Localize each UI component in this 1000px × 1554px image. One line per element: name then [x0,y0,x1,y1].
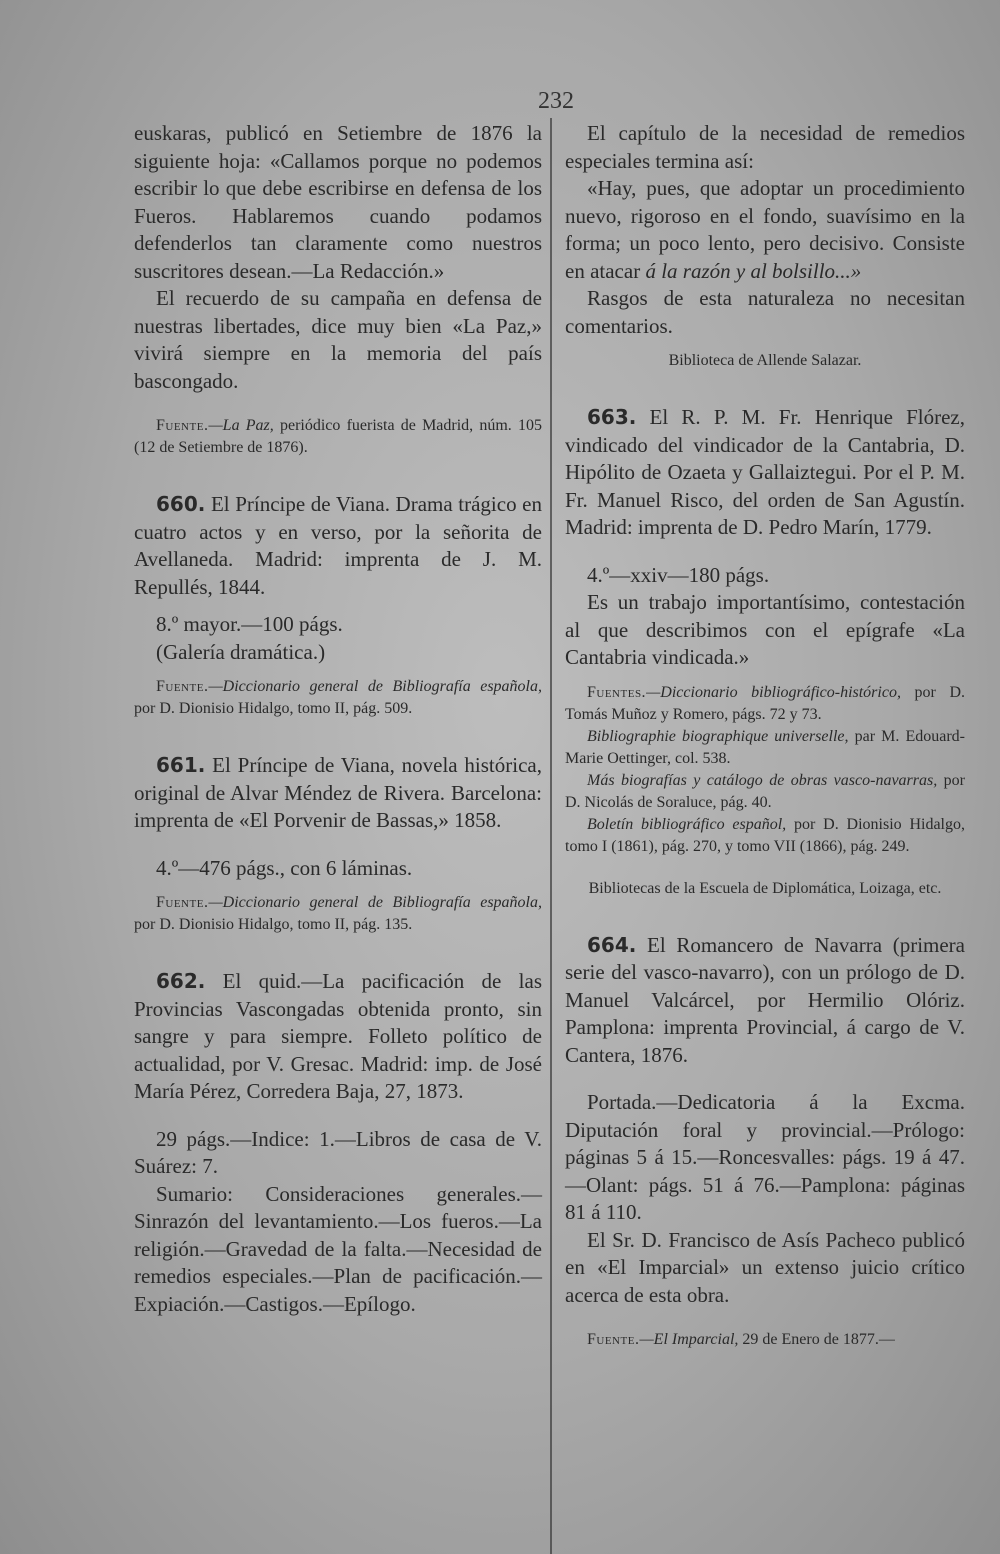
source-note-663-d [565,814,965,858]
source-title: —Diccionario general de Bibliografía española, [208,894,542,911]
source-detail: por D. Dionisio Hidalgo, tomo I (1861), pág. 270, y tomo VII (1866), pág. 249. [565,815,966,855]
source-label: Fuente. [156,894,209,911]
entry-661 [134,752,542,835]
entry-662 [134,968,542,1106]
source-title: —La Paz, [208,417,274,434]
entry-title: El R. P. M. Fr. Henrique Flórez, vindicado del vindicador de la Cantabria, D. Hipólito de Ozaeta y Gallaiztegui. Por el P. M. Fr. Manuel Risco, del orden de San Agustín. Madrid: imprenta de D. Pedro Marín, 1779. [565,405,965,539]
entry-663 [565,404,965,542]
source-detail: 29 de Enero de 1877.— [738,1331,895,1348]
source-title: —Diccionario general de Bibliografía española, [208,678,542,695]
source-detail: por D. Dionisio Hidalgo, tomo II, pág. 135. [134,916,413,933]
left-paragraph-2: El recuerdo de su campaña en defensa de nuestras libertades, dice muy bien «La Paz,» vivirá siempre en la memoria del país bascongado. [134,286,542,393]
entry-number: 660. [156,492,206,516]
source-detail: por D. Nicolás de Soraluce, pág. 40. [565,771,966,811]
source-note-664 [565,1329,965,1351]
entry-662-pages: 29 págs.—Indice: 1.—Libros de casa de V. Suárez: 7. [134,1126,542,1178]
source-note-661 [134,892,542,936]
entry-660-series: (Galería dramática.) [156,639,326,664]
left-column [134,120,542,1318]
source-detail: periódico fuerista de Madrid, núm. 105 (12 de Setiembre de 1876). [134,417,543,456]
entry-660 [134,491,542,601]
column-divider [550,118,552,1554]
source-title: Boletín bibliográfico español, [587,815,787,833]
source-title: Bibliographie biographique universelle, [587,727,849,745]
source-note-663-c [565,770,965,814]
source-title: Más biografías y catálogo de obras vasco-navarras, [587,771,938,789]
source-label: Fuente. [156,678,209,695]
entry-660-format: 8.º mayor.—100 págs. [156,612,343,636]
quote-italic: á la razón y al bolsillo...» [645,258,862,283]
source-note-1 [134,415,542,459]
source-note-660 [134,676,542,720]
entry-664-note: El Sr. D. Francisco de Asís Pacheco publicó en «El Imparcial» un extenso juicio crítico acerca de esta obra. [565,1227,965,1307]
entry-number: 663. [587,405,637,429]
entry-664 [565,932,965,1070]
entry-number: 661. [156,753,206,777]
source-label: Fuente. [587,1331,640,1348]
source-detail: par M. Edouard-Marie Oettinger, col. 538. [565,727,966,767]
source-detail: por D. Tomás Muñoz y Romero, págs. 72 y 73. [565,683,965,723]
entry-664-contents: Portada.—Dedicatoria á la Excma. Diputación foral y provincial.—Prólogo: páginas 5 á 15.—Roncesvalles: págs. 19 á 47.—Olant: págs. 51 á 76.—Pamplona: páginas 81 á 110. [565,1090,965,1224]
source-title: —Diccionario bibliográfico-histórico, [646,683,901,701]
entry-number: 664. [587,932,637,957]
entry-title: El Príncipe de Viana, novela histórica, original de Alvar Méndez de Rivera. Barcelona: imprenta de «El Porvenir de Bassas,» 1858. [134,753,542,832]
source-detail: por D. Dionisio Hidalgo, tomo II, pág. 509. [134,700,413,717]
entry-number: 662. [156,969,206,993]
entry-title: El Romancero de Navarra (primera serie del vasco-navarro), con un prólogo de D. Manuel Valcárcel, por Hermilio Olóriz. Pamplona: imprenta Provincial, á cargo de V. Cantera, 1876. [565,932,965,1067]
source-note-663-b [565,726,965,770]
right-paragraph-1: El capítulo de la necesidad de remedios especiales termina así: [565,121,965,173]
source-label: Fuente. [156,417,209,434]
left-paragraph-1: euskaras, publicó en Setiembre de 1876 la siguiente hoja: «Callamos porque no podemos escribir lo que debe escribirse en defensa de los Fueros. Hablaremos cuando podamos defenderlos tan claramente como nuestros suscritores desean.—La Redacción.» [134,121,542,283]
entry-title: El Príncipe de Viana. Drama trágico en cuatro actos y en verso, por la señorita de Avellaneda. Madrid: imprenta de J. M. Repullés, 1844. [134,492,542,599]
entry-663-format: 4.º—xxiv—180 págs. [587,562,770,587]
entry-661-format: 4.º—476 págs., con 6 láminas. [156,855,413,880]
right-column [565,120,965,1351]
quote-text: «Hay, pues, que adoptar un procedimiento nuevo, rigoroso en el fondo, suavísimo en la forma; un poco lento, pero decisivo. Consiste en atacar [565,176,965,283]
right-paragraph-2 [565,175,965,285]
source-label: Fuentes. [587,683,647,701]
library-note-2: Bibliotecas de la Escuela de Diplomática, Loizaga, etc. [588,879,942,897]
entry-663-description: Es un trabajo importantísimo, contestación al que describimos con el epígrafe «La Cantabria vindicada.» [565,590,965,669]
source-title: —El Imparcial, [639,1331,739,1348]
page-number: 232 [538,88,574,114]
library-note-1: Biblioteca de Allende Salazar. [668,352,862,369]
entry-title: El quid.—La pacificación de las Provincias Vascongadas obtenida pronto, sin sangre y para siempre. Folleto político de actualidad, por V. Gresac. Madrid: imp. de José María Pérez, Corredera Baja, 27, 1873. [134,969,542,1103]
source-note-663-a [565,682,965,726]
right-paragraph-3: Rasgos de esta naturaleza no necesitan comentarios. [565,286,965,338]
entry-662-summary: Sumario: Consideraciones generales.—Sinrazón del levantamiento.—Los fueros.—La religión.—Gravedad de la falta.—Necesidad de remedios especiales.—Plan de pacificación.—Expiación.—Castigos.—Epílogo. [134,1181,542,1316]
